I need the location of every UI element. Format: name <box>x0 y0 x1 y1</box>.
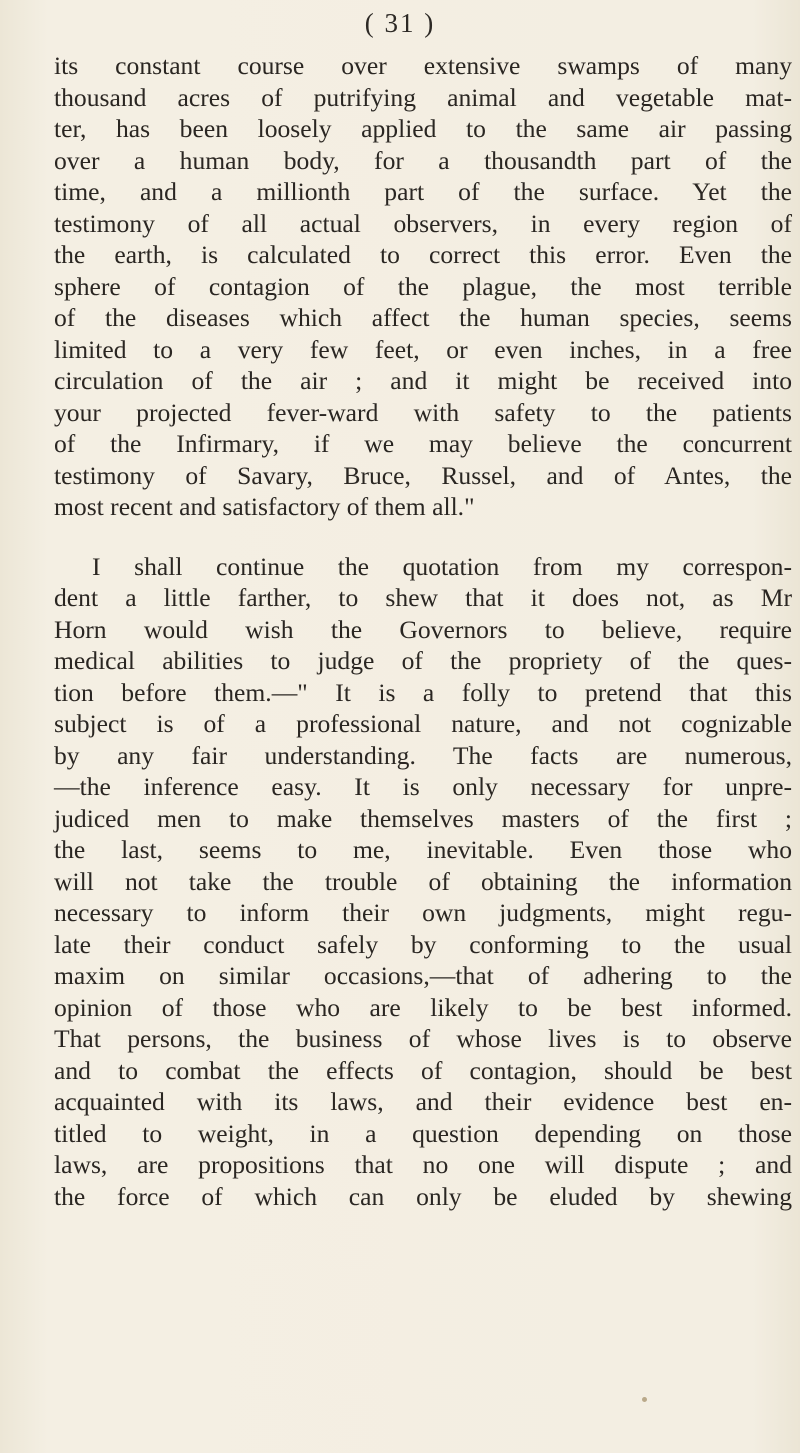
text-line: I shall continue the quotation from my correspon- <box>92 551 792 581</box>
paragraph-gap <box>54 523 792 551</box>
text-line: maxim on similar occasions,—that of adhering to the <box>54 961 792 990</box>
text-line: time, and a millionth part of the surface. Yet the <box>54 177 792 206</box>
text-line: the force of which can only be eluded by shewing <box>54 1181 792 1211</box>
text-line: —the inference easy. It is only necessary for unpre- <box>54 772 792 801</box>
text-line: acquainted with its laws, and their evidence best en- <box>54 1087 792 1116</box>
text-line: titled to weight, in a question depending on those <box>54 1118 792 1148</box>
text-line: dent a little farther, to shew that it does not, as Mr <box>54 583 792 612</box>
text-line: of the Infirmary, if we may believe the concurrent <box>54 429 792 458</box>
text-line: testimony of all actual observers, in every region of <box>54 208 792 238</box>
text-line: most recent and satisfactory of them all." <box>54 492 475 521</box>
ink-speck <box>642 1397 647 1402</box>
text-line: circulation of the air ; and it might be received into <box>54 366 792 395</box>
text-line: of the diseases which affect the human species, seems <box>54 303 792 332</box>
text-line: That persons, the business of whose lives is to observe <box>54 1024 792 1053</box>
text-line: and to combat the effects of contagion, should be best <box>54 1055 792 1085</box>
text-line: ter, has been loosely applied to the same air passing <box>54 114 792 143</box>
page-number: ( 31 ) <box>364 8 436 38</box>
text-line: the earth, is calculated to correct this error. Even the <box>54 240 792 269</box>
text-line: Horn would wish the Governors to believe, require <box>54 614 792 644</box>
text-line: subject is of a professional nature, and not cognizable <box>54 709 792 738</box>
text-line: its constant course over extensive swamps of many <box>54 51 792 80</box>
text-line: testimony of Savary, Bruce, Russel, and of Antes, the <box>54 460 792 490</box>
text-line: opinion of those who are likely to be best informed. <box>54 992 792 1022</box>
paragraph-1 <box>54 50 792 523</box>
text-line: late their conduct safely by conforming to the usual <box>54 929 792 959</box>
text-line: by any fair understanding. The facts are numerous, <box>54 740 792 770</box>
text-line: laws, are propositions that no one will dispute ; and <box>54 1150 792 1179</box>
text-line: over a human body, for a thousandth part of the <box>54 145 792 175</box>
text-line: medical abilities to judge of the propriety of the ques- <box>54 646 792 675</box>
paragraph-2 <box>54 551 792 1213</box>
text-line: judiced men to make themselves masters of the first ; <box>54 803 792 833</box>
text-line: sphere of contagion of the plague, the most terrible <box>54 271 792 301</box>
text-line: tion before them.—" It is a folly to pretend that this <box>54 677 792 707</box>
text-line: limited to a very few feet, or even inches, in a free <box>54 334 792 364</box>
text-line: will not take the trouble of obtaining the information <box>54 866 792 896</box>
text-line: the last, seems to me, inevitable. Even those who <box>54 835 792 864</box>
body-text <box>54 50 792 1212</box>
text-line: necessary to inform their own judgments, might regu- <box>54 898 792 927</box>
text-line: thousand acres of putrifying animal and vegetable mat- <box>54 82 792 112</box>
text-line: your projected fever-ward with safety to the patients <box>54 397 792 427</box>
